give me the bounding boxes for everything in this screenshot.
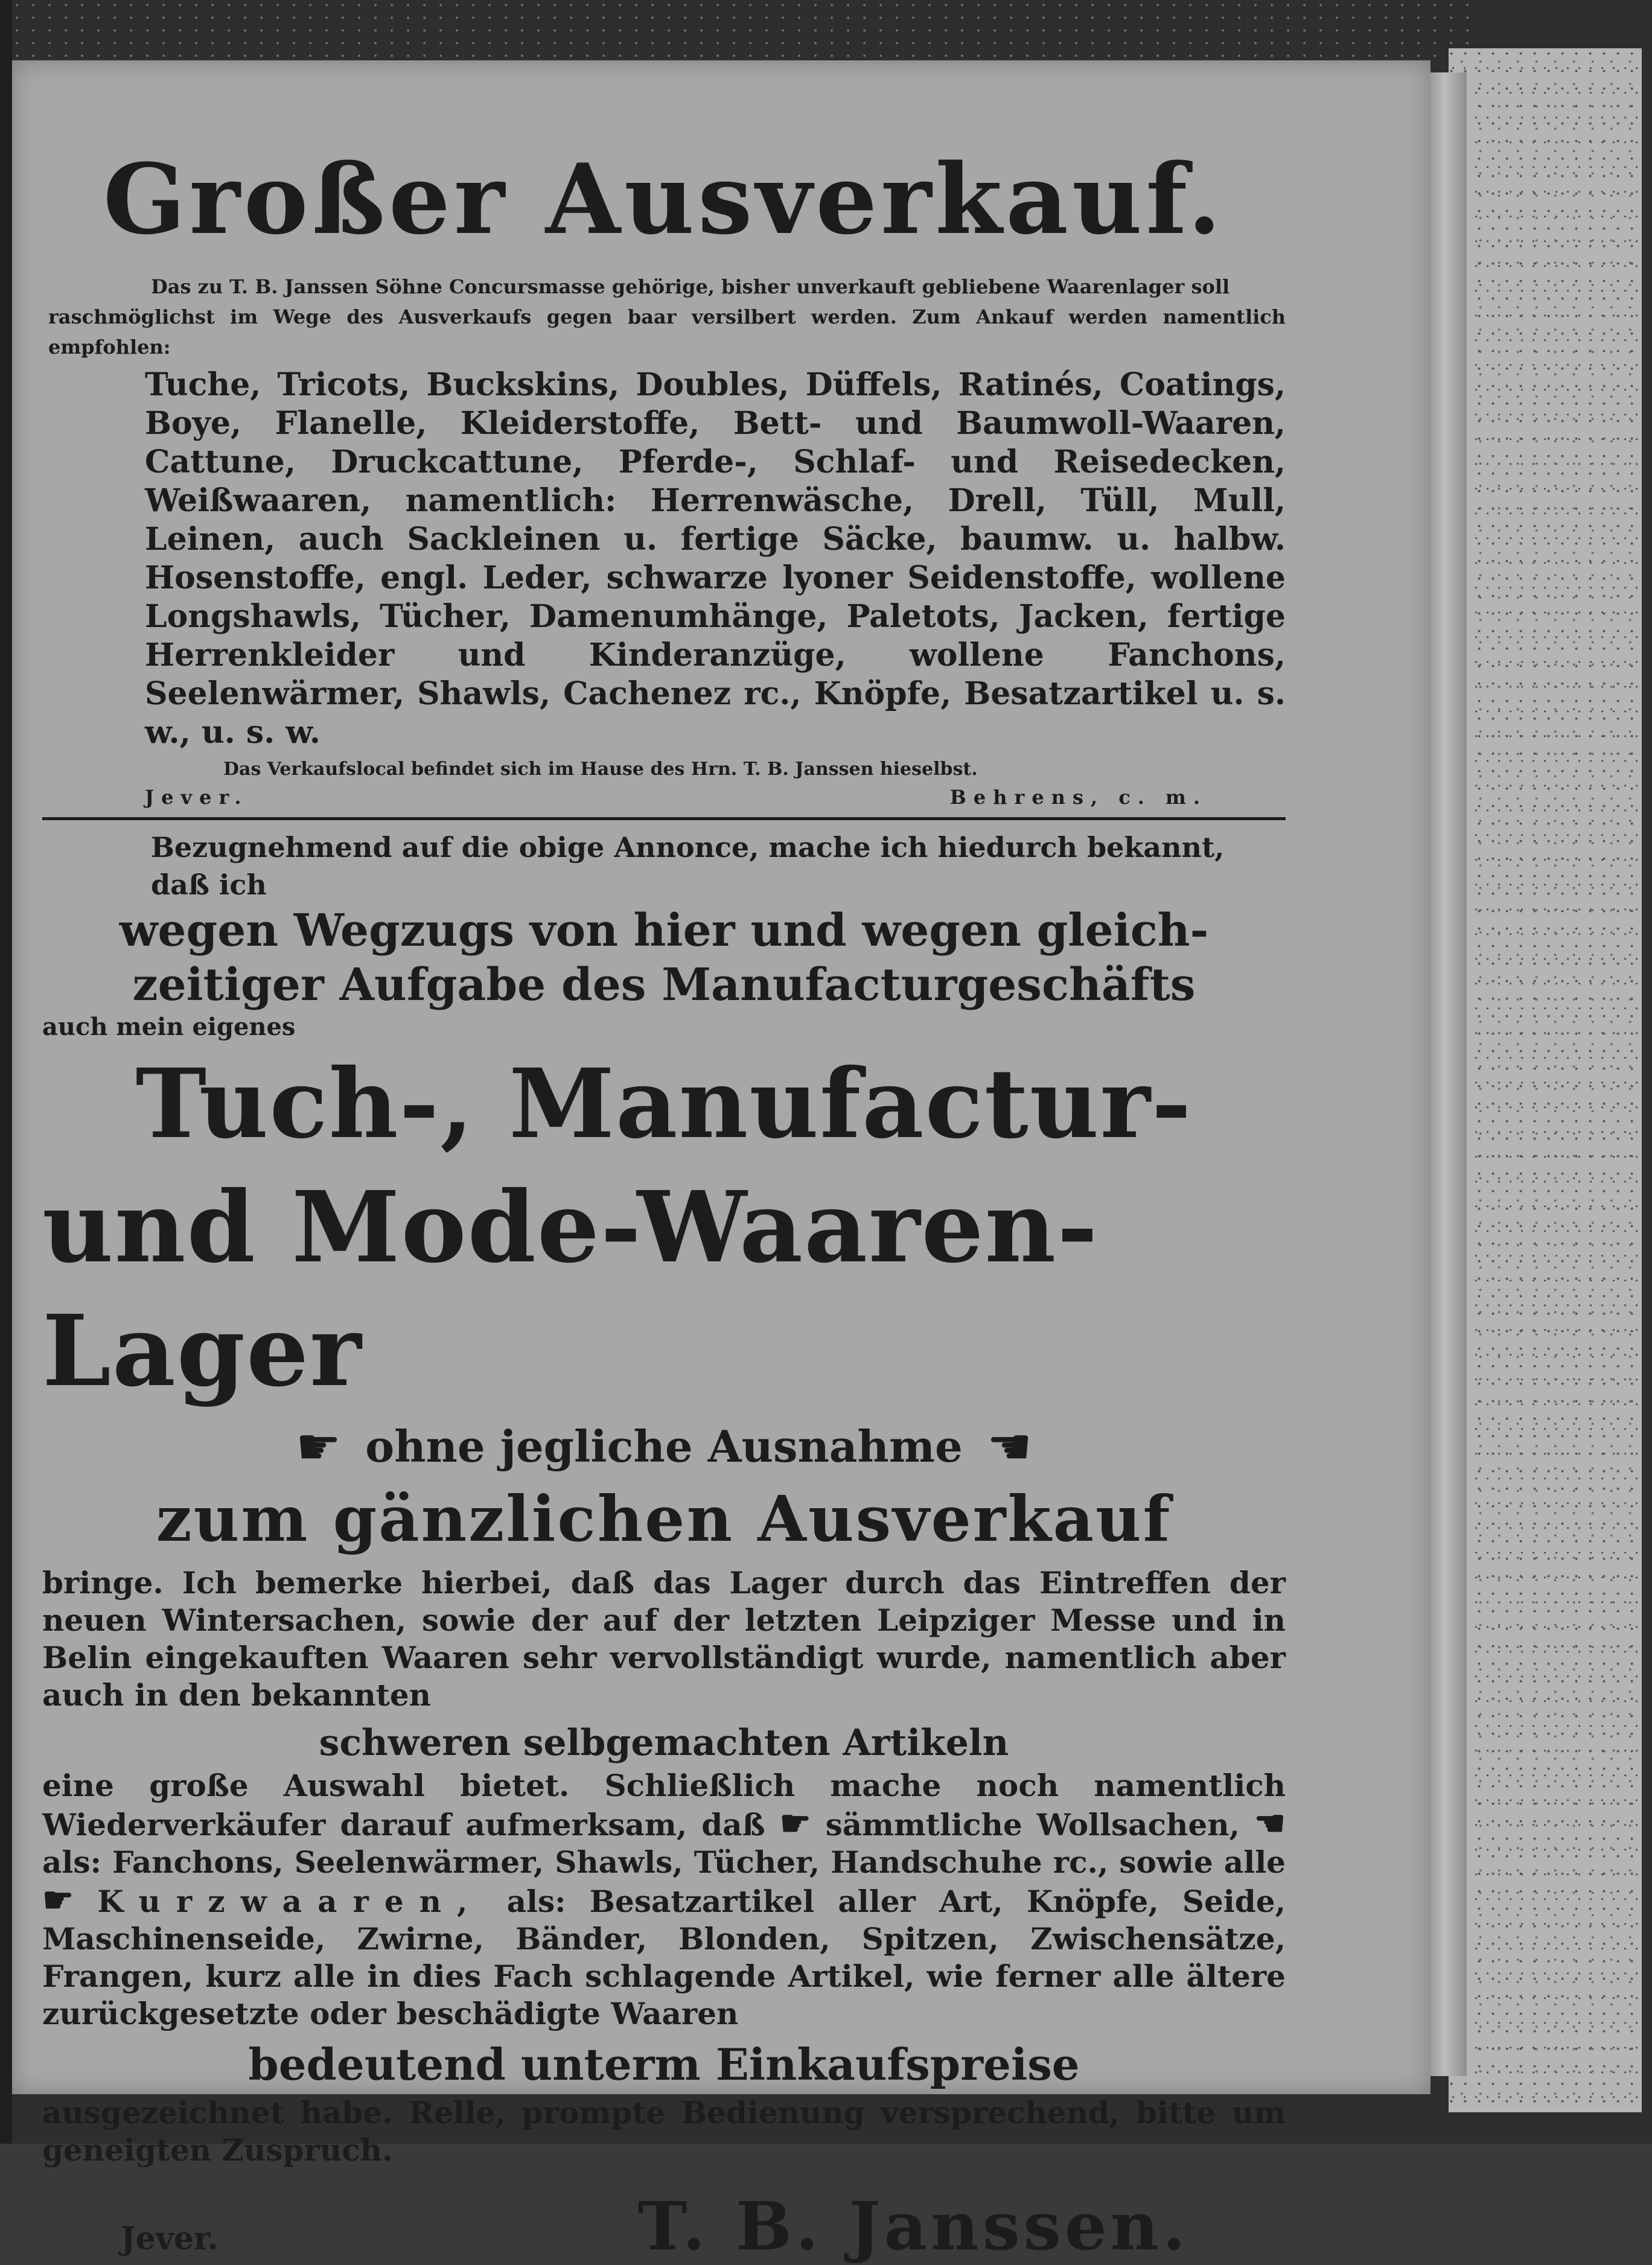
ausverkauf-line: zum gänzlichen Ausverkauf xyxy=(156,1482,1172,1556)
pointing-hand-right-icon: ☛ xyxy=(295,1417,342,1476)
kurzwaaren-text: Kurzwaaren, xyxy=(97,1884,483,1919)
page-stack-edge xyxy=(1430,72,1467,2076)
advert1-signature-row xyxy=(42,783,1286,811)
binding-shadow xyxy=(0,0,12,2144)
intro-line-1: Das zu T. B. Janssen Söhne Concursmasse gehörige, bisher unverkauft gebliebene Waarenlager soll xyxy=(151,275,1230,298)
place-name: Jever. xyxy=(121,2220,218,2257)
advert-title: Großer Ausverkauf. xyxy=(103,142,1225,256)
paragraph-1: bringe. Ich bemerke hierbei, daß das Lager durch das Eintreffen der neuen Wintersachen, sowie der auf der letzten Leipziger Messe und in Belin eingekauften Waaren sehr vervollständigt wurde, namentlich aber auch in den bekannten xyxy=(42,1565,1286,1713)
signatory: Behrens, c. m. xyxy=(949,786,1207,809)
paragraph-2 xyxy=(42,1767,1286,2033)
paragraph-3: ausgezeichnet habe. Relle, prompte Bedienung versprechend, bitte um geneigten Zuspruch. xyxy=(42,2095,1286,2168)
paragraph-2-part-a: eine große Auswahl bietet. Schließlich mache noch namentlich Wiederverkäufer darauf aufmerksam, daß xyxy=(42,1768,1286,1843)
reference-line: Bezugnehmend auf die obige Annonce, mache ich hiedurch bekannt, daß ich xyxy=(151,831,1225,901)
intro-line-2: raschmöglichst im Wege des Ausverkaufs gegen baar versilbert werden. Zum Ankauf werden namentlich empfohlen: xyxy=(48,305,1286,358)
auch-line: auch mein eigenes xyxy=(42,1013,296,1041)
paragraph-2-part-b: als: Fanchons, Seelenwärmer, Shawls, Tücher, Handschuhe rc., sowie alle xyxy=(42,1844,1286,1880)
book-cover-edge xyxy=(1449,48,1642,2112)
ohne-text: ohne jegliche Ausnahme xyxy=(365,1421,963,1472)
pointing-hand-right-icon: ☛ xyxy=(779,1803,811,1844)
einkaufspreise-line: bedeutend unterm Einkaufspreise xyxy=(248,2039,1080,2090)
schweren-artikeln-line: schweren selbgemachten Artikeln xyxy=(319,1722,1009,1764)
goods-list: Tuche, Tricots, Buckskins, Doubles, Düffels, Ratinés, Coatings, Boye, Flanelle, Kleiderstoffe, Bett- und Baumwoll-Waaren, Cattune, Druckcattune, Pferde-, Schlaf- und Reisedecken, Weißwaaren, namentlich: Herrenwäsche, Drell, Tüll, Mull, Leinen, auch Sackleinen u. fertige Säcke, baumw. u. halbw. Hosenstoffe, engl. Leder, schwarze lyoner Seidenstoffe, wollene Longshawls, Tücher, Damenumhänge, Paletots, Jacken, fertige Herrenkleider und Kinderanzüge, wollene Fanchons, Seelenwärmer, Shawls, Cachenez rc., Knöpfe, Besatzartikel u. s. w., u. s. w. xyxy=(145,366,1286,751)
bold-line-2: zeitiger Aufgabe des Manufacturgeschäfts xyxy=(132,959,1196,1011)
sales-location-note: Das Verkaufslocal befindet sich im Hause des Hrn. T. B. Janssen hieselbst. xyxy=(223,759,978,780)
advert2-signature-row xyxy=(42,2187,1286,2265)
firm-signature: T. B. Janssen. xyxy=(637,2187,1189,2265)
headline-line-2: und Mode-Waaren-Lager xyxy=(42,1170,1099,1409)
headline-line-1: Tuch-, Manufactur- xyxy=(135,1048,1193,1160)
page-content xyxy=(42,139,1286,2265)
pointing-hand-right-icon: ☛ xyxy=(42,1879,74,1920)
place-name: Jever. xyxy=(145,786,249,809)
pointing-hand-left-icon: ☚ xyxy=(986,1417,1033,1476)
wollsachen-text: sämmtliche Wollsachen, xyxy=(825,1807,1240,1843)
pointing-hand-left-icon: ☚ xyxy=(1254,1803,1286,1844)
book-top-edge xyxy=(12,0,1473,66)
ohne-ausnahme-line xyxy=(42,1419,1286,1474)
section-divider xyxy=(42,817,1286,820)
bold-line-1: wegen Wegzugs von hier und wegen gleich- xyxy=(119,905,1209,957)
paragraph-2-part-c: als: Besatzartikel aller Art, Knöpfe, Seide, Maschinenseide, Zwirne, Bänder, Blonden, Spitzen, Zwischensätze, Frangen, kurz alle in dies Fach schlagende Artikel, wie ferner alle ältere zurückgesetzte oder beschädigte Waaren xyxy=(42,1884,1286,2031)
